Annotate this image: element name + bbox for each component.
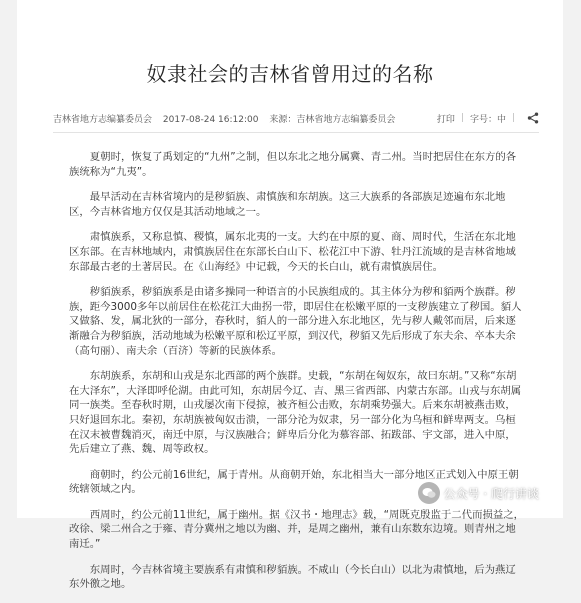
meta-divider: | [460, 113, 464, 123]
article-page [17, 0, 563, 591]
meta-datetime: 2017-08-24 16:12:00 [162, 114, 259, 125]
paragraph: 肃慎族系，又称息慎、稷慎，属东北夷的一支。大约在中原的夏、商、周时代，生活在东北地区东部。在吉林地域内，肃慎族居住在东部长白山下、松花江中下游、牡丹江流域的是吉林省地域东部最古老的土著居民。在《山海经》中记载，今天的长白山，就有肃慎族居住。 [69, 231, 516, 273]
article-body [69, 150, 525, 603]
paragraph: 西周时，约公元前11世纪，属于幽州。据《汉书・地理志》载，“周既克殷监于二代而损益之，改徐、梁二州合之于雍、青分冀州之地以为幽、并，是周之幽州，兼有山东数东边境。则青州之地南迁。” [69, 508, 525, 551]
paragraph: 商朝时，约公元前16世纪，属于青州。从商朝开始，东北相当大一部分地区正式划入中原王朝统辖领域之内。 [69, 468, 519, 496]
meta-source: 来源：吉林省地方志编纂委员会 [269, 114, 396, 125]
meta-divider-line [53, 132, 539, 133]
paragraph: 夏朝时，恢复了禹划定的“九州”之制，但以东北之地分属冀、青二州。当时把居住在东方的各族统称为“九夷”。 [69, 151, 517, 178]
meta-actions [437, 112, 539, 125]
font-size-selector[interactable]: 字号：中 [469, 114, 506, 125]
wechat-icon [418, 482, 440, 504]
watermark [418, 482, 539, 504]
paragraph: 秽貊族系，秽貊族系是由诸多操同一种语言的小民族组成的。其主体分为秽和貊两个族群。秽族，距今3000多年以前居住在松花江大曲拐一带，即居住在松嫩平原的一支秽族建立了秽国。貊人又做貉、发，属北狄的一部分，春秋时，貊人的一部分进入东北地区，先与秽人戴邻而居，后来逐渐融合为秽貊族，活动地域为松嫩平原和松辽平原，到汉代，秽貊又先后形成了东夫余、卒本夫余（高句丽）、南夫余（百济）等新的民族体系。 [69, 286, 522, 357]
paragraph: 东周时，今吉林省境主要族系有肃慎和秽貊族。不咸山（今长白山）以北为肃慎地，后为燕辽东外徼之地。 [69, 563, 516, 591]
meta-publisher: 吉林省地方志编纂委员会 [53, 114, 153, 125]
article-title: 奴隶社会的吉林省曾用过的名称 [146, 62, 434, 86]
meta-info [53, 112, 437, 125]
article-meta [53, 109, 539, 127]
share-icon[interactable] [527, 112, 539, 124]
watermark-text: 公众号 · 爬行讲谈 [443, 486, 539, 501]
meta-divider: | [511, 113, 515, 123]
print-button[interactable]: 打印 [436, 114, 455, 125]
paragraph: 东胡族系，东胡和山戎是东北西部的两个族群。史载，“东胡在匈奴东，故曰东胡。”又称“东胡在大泽东”，大泽即呼伦湖。由此可知，东胡居今辽、吉、黑三省西部、内蒙古东部。山戎与东胡属同一族类。至春秋时期，山戎屡次南下侵掠，被齐桓公击败，东胡乘势强大。后来东胡被燕击败，只好退回东北。秦初，东胡族被匈奴击溃，一部分沦为奴隶，另一部分化为乌桓和鲜卑两支。乌桓在汉末被曹魏消灭，南迁中原，与汉族融合；鲜卑后分化为慕容部、拓跋部、宇文部，进入中原，先后建立了燕、魏、周等政权。 [69, 370, 522, 456]
paragraph: 最早活动在吉林省境内的是秽貊族、肃慎族和东胡族。这三大族系的各部族足迹遍布东北地区，今吉林省地方仅仅是其活动地域之一。 [69, 191, 506, 218]
